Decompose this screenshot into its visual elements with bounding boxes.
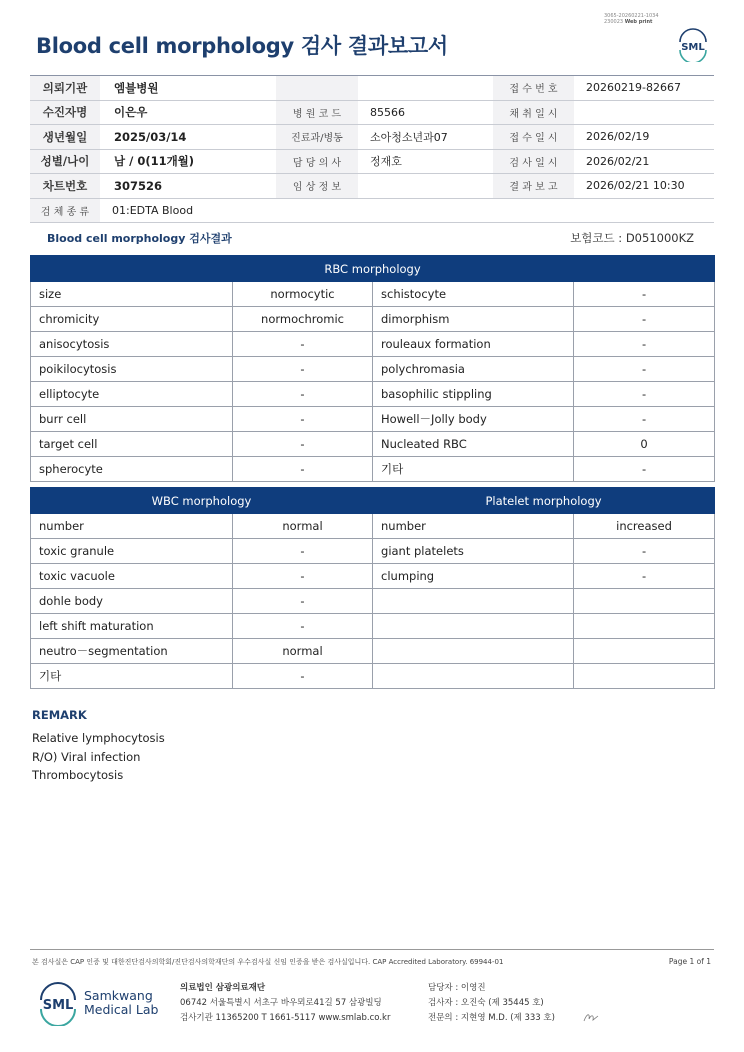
finding-result: - [574,564,715,589]
finding-result: - [574,307,715,332]
info-label: 접 수 번 호 [493,76,574,101]
finding-name: target cell [31,432,233,457]
info-row [30,76,714,101]
insurance-code: 보험코드 : D051000KZ [570,231,694,245]
info-value: 85566 [358,100,493,125]
signature-mark [582,1010,602,1024]
info-label: 검 사 일 시 [493,149,574,174]
finding-result: increased [574,514,715,539]
finding-result: - [574,407,715,432]
info-label: 병 원 코 드 [276,100,358,125]
finding-name: left shift maturation [31,614,233,639]
table-row [31,407,715,432]
finding-name: number [31,514,233,539]
finding-result: - [233,457,373,482]
finding-result: - [233,382,373,407]
rbc-header: RBC morphology [31,256,715,282]
info-label [276,76,358,101]
wbc-platelet-table [30,487,715,689]
remark-line: Relative lymphocytosis [32,731,165,745]
info-value: 엠블병원 [100,76,276,101]
info-value: 2026/02/21 [574,149,714,174]
info-label: 수진자명 [30,100,100,125]
finding-name: number [373,514,574,539]
finding-name: neutro－segmentation [31,639,233,664]
finding-name: anisocytosis [31,332,233,357]
finding-name: rouleaux formation [373,332,574,357]
sml-logo [676,28,710,62]
info-label: 의뢰기관 [30,76,100,101]
info-value: 20260219-82667 [574,76,714,101]
info-label: 채 취 일 시 [493,100,574,125]
finding-name [373,639,574,664]
info-value: 이은우 [100,100,276,125]
remark-line: Thrombocytosis [32,768,124,782]
finding-name: spherocyte [31,457,233,482]
table-row [31,332,715,357]
table-row [31,357,715,382]
finding-result [574,614,715,639]
finding-result: - [233,614,373,639]
info-value: 307526 [100,174,276,199]
finding-name [373,614,574,639]
finding-result [574,639,715,664]
info-row [30,149,714,174]
patient-info-table [30,75,714,223]
finding-name: Nucleated RBC [373,432,574,457]
finding-name: burr cell [31,407,233,432]
finding-name [373,589,574,614]
info-row [30,100,714,125]
info-label: 진료과/병동 [276,125,358,150]
finding-name: 기타 [31,664,233,689]
info-value: 소아청소년과07 [358,125,493,150]
document-id: 3065-20260221-1034 230023 Web print [604,13,659,25]
info-value: 2026/02/19 [574,125,714,150]
wbc-header: WBC morphology [31,488,373,514]
table-row [31,539,715,564]
finding-result: - [233,564,373,589]
finding-name: polychromasia [373,357,574,382]
platelet-header: Platelet morphology [373,488,715,514]
samkwang-logo [36,982,80,1026]
finding-name: size [31,282,233,307]
table-row [31,589,715,614]
finding-result: - [574,332,715,357]
info-row [30,174,714,199]
footer-divider [30,949,714,950]
info-value [358,76,493,101]
finding-result: normocytic [233,282,373,307]
finding-result: - [233,407,373,432]
finding-name: basophilic stippling [373,382,574,407]
section-title: Blood cell morphology 검사결과 [47,232,232,245]
table-row [31,457,715,482]
table-row [31,382,715,407]
svg-text:SML: SML [42,998,74,1013]
table-row [31,432,715,457]
table-row [31,307,715,332]
finding-name: schistocyte [373,282,574,307]
table-row [31,282,715,307]
info-label: 생년월일 [30,125,100,150]
finding-result: - [233,589,373,614]
finding-result: - [574,282,715,307]
finding-name: Howell－Jolly body [373,407,574,432]
finding-result [574,664,715,689]
info-value: 정재호 [358,149,493,174]
table-row [31,614,715,639]
info-label: 임 상 정 보 [276,174,358,199]
specimen-row [30,198,714,222]
rbc-morphology-table [30,255,715,482]
page-title: Blood cell morphology 검사 결과보고서 [36,34,448,58]
finding-result: normal [233,639,373,664]
info-value [358,174,493,199]
remark-line: R/O) Viral infection [32,750,141,764]
table-row [31,564,715,589]
finding-result: - [574,539,715,564]
info-value: 2026/02/21 10:30 [574,174,714,199]
info-row [30,125,714,150]
finding-result: - [233,357,373,382]
finding-name: toxic vacuole [31,564,233,589]
samkwang-logo-text: Samkwang Medical Lab [84,988,159,1017]
finding-name: elliptocyte [31,382,233,407]
finding-name [373,664,574,689]
accreditation-note: 본 검사실은 CAP 인증 및 대한진단검사의학회/진단검사의학재단의 우수검사실 신임 인증을 받은 검사실입니다. CAP Accredited Laboratory. 69944-01 [32,958,504,966]
info-label: 검 체 종 류 [30,198,100,222]
specimen-value: 01:EDTA Blood [100,198,714,222]
staff-info: 담당자 : 이영진 검사자 : 오진숙 (제 35445 호) 전문의 : 지현영 M.D. (제 333 호) [428,983,555,1023]
page-number: Page 1 of 1 [668,957,711,966]
finding-name: dimorphism [373,307,574,332]
finding-result: - [233,539,373,564]
info-value [574,100,714,125]
organization-info: 의료법인 삼광의료재단 06742 서울특별시 서초구 바우뫼로41길 57 삼광빌딩 검사기관 11365200 T 1661-5117 www.smlab.co.kr [180,983,391,1023]
finding-result: - [233,432,373,457]
finding-name: poikilocytosis [31,357,233,382]
finding-result: - [233,664,373,689]
info-label: 접 수 일 시 [493,125,574,150]
finding-result: - [233,332,373,357]
info-label: 성별/나이 [30,149,100,174]
table-row [31,514,715,539]
finding-name: giant platelets [373,539,574,564]
finding-result: - [574,382,715,407]
finding-result: normal [233,514,373,539]
info-value: 남 / 0(11개월) [100,149,276,174]
finding-result: normochromic [233,307,373,332]
svg-text:SML: SML [681,42,705,53]
info-label: 차트번호 [30,174,100,199]
table-row [31,639,715,664]
info-value: 2025/03/14 [100,125,276,150]
info-label: 결 과 보 고 [493,174,574,199]
finding-name: dohle body [31,589,233,614]
finding-result: 0 [574,432,715,457]
remark-title: REMARK [32,708,87,722]
finding-result [574,589,715,614]
finding-name: clumping [373,564,574,589]
finding-result: - [574,457,715,482]
finding-result: - [574,357,715,382]
finding-name: toxic granule [31,539,233,564]
info-label: 담 당 의 사 [276,149,358,174]
finding-name: 기타 [373,457,574,482]
finding-name: chromicity [31,307,233,332]
table-row [31,664,715,689]
